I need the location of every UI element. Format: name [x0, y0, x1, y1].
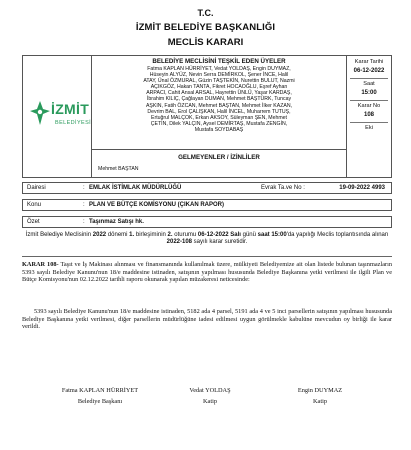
- meta-divider: [350, 78, 388, 79]
- section-divider: [22, 256, 392, 257]
- colon: :: [83, 185, 85, 191]
- leaf-star-icon: [29, 100, 51, 126]
- department-label: Dairesi: [27, 185, 46, 191]
- session-intro: [22, 232, 392, 246]
- members-line: ÇETİN, Dilek YALÇIN, Aysel DEMİRTAŞ, Mustafa ZENGİN,: [150, 120, 288, 127]
- department-row: [22, 182, 392, 194]
- logo-word: İZMİT: [51, 101, 90, 117]
- intro-date: 06-12-2022 Salı: [197, 232, 241, 238]
- header-table: [22, 55, 392, 178]
- colon: :: [83, 219, 85, 225]
- subject-value: PLAN VE BÜTÇE KOMİSYONU (ÇIKAN RAPOR): [89, 202, 225, 208]
- intro-text: İzmit Belediye Meclisinin: [25, 232, 92, 238]
- attachment-label: Eki: [365, 125, 373, 131]
- members-cell: [92, 56, 347, 177]
- members-line: Devrim BAL, Erol ÇALIŞKAN, Halil İNCEL, Muharrem TUTUŞ,: [147, 108, 291, 115]
- members-title: BELEDİYE MECLİSİNİ TEŞKİL EDEN ÜYELER: [152, 58, 286, 65]
- decision-date: 06-12-2022: [353, 68, 385, 74]
- signature-block: [260, 385, 380, 407]
- decision-text: Taşıt ve İş Makinası alınması ve finansmanında kullanılmak üzere, mülkiyeti Belediyemize ait olan listede bulunan taşınmazların 5393 sayılı Belediye Kanunu'nun 18/e maddesine istinaden, satışının yapılması hususunda Belediye Başkanına yetki verilmesi ile ilgili Plan ve Bütçe Komisyonu'nun 02.12.2022 tarihli raporu okunarak yapılan müzakeresi neticesinde:: [22, 261, 392, 284]
- signature-block: [40, 385, 160, 407]
- members-divider: [92, 149, 346, 150]
- institution-name: İZMİT BELEDİYE BAŞKANLIĞI: [135, 22, 276, 33]
- decision-paragraph: [22, 261, 392, 284]
- decision-meta: [347, 56, 391, 177]
- intro-sitting: 2.: [167, 232, 173, 238]
- members-line: Ertuğrul MALÇOK, Erkan AKSOY, Süleyman ŞEN, Mehmet: [151, 114, 287, 121]
- members-line: Fatma KAPLAN HÜRRİYET, Vedat YOLDAŞ, Engin DUYMAZ,: [147, 66, 291, 72]
- subject-label: Konu: [27, 202, 42, 208]
- resolution-paragraph: 5393 sayılı Belediye Kanunu'nun 18/e maddesine istinaden, 5182 ada 4 parsel, 5191 ada 4 ve 5 inci parsellerin satışının yapılması hususunda Belediye Başkanına yetki verilmesi, diğer parsellerin müdürlüğüne iadesi edilmesi uygun görülmekle kabulüne mevcudun oy birliği ile karar verildi.: [22, 308, 392, 331]
- signatory-name: Fatma KAPLAN HÜRRİYET: [61, 387, 139, 394]
- document-ref-value: 19-09-2022 4993: [339, 185, 385, 191]
- colon: :: [83, 202, 85, 208]
- document-ref-label: Evrak Ta.ve No :: [261, 185, 305, 191]
- decision-date-label: Karar Tarihi: [354, 59, 384, 65]
- decision-no-label: Karar No: [357, 103, 381, 109]
- summary-label: Özet: [27, 219, 40, 225]
- subject-row: [22, 199, 392, 211]
- absent-title: GELMEYENLER / İZİNLİLER: [178, 154, 260, 161]
- intro-decision-no: 2022-108: [166, 239, 192, 246]
- signatory-role: Belediye Başkanı: [77, 398, 123, 405]
- signature-block: [150, 385, 270, 407]
- members-line: AÇIKGÖZ, Hakan TANTA, Fikret HOCAOĞLU, Eşref Ayhan: [150, 84, 288, 91]
- intro-text: birleşiminin: [135, 232, 166, 238]
- decision-time: 15:00: [361, 90, 377, 96]
- meta-divider: [350, 122, 388, 123]
- members-line: Mustafa SOYDABAŞ: [194, 126, 244, 133]
- document-title: MECLİS KARARI: [167, 37, 244, 48]
- members-line: İbrahim KILIÇ, Çağlayan DUMAN, Mehmet BAŞTÜRK, Tuncay: [146, 96, 292, 103]
- intro-time: saat 15:00: [257, 232, 287, 238]
- logo-subtitle: BELEDİYESİ: [55, 120, 92, 126]
- logo-cell: [23, 56, 92, 177]
- members-list: [98, 66, 340, 133]
- signatory-role: Katip: [203, 398, 217, 405]
- decision-no: 108: [363, 112, 374, 118]
- signatory-name: Engin DUYMAZ: [297, 387, 343, 394]
- meta-divider: [350, 100, 388, 101]
- intro-text: 'da yapılığı Meclis toplantısında alınan: [286, 232, 389, 238]
- summary-row: [22, 216, 392, 228]
- summary-value: Taşınmaz Satışı hk.: [89, 219, 144, 225]
- decision-lead: KARAR 108-: [22, 261, 59, 268]
- intro-year: 2022: [92, 232, 107, 238]
- intro-text: sayılı karar suretidir.: [193, 239, 248, 246]
- intro-text: oturumu: [174, 232, 197, 238]
- municipality-logo: [29, 98, 92, 132]
- members-line: ATAY, Ünal ÖZMURAL, Güzin TAŞTEKİN, Nurettin BULUT, Nazmi: [143, 78, 295, 85]
- intro-session: 1.: [129, 232, 135, 238]
- header-tc: T.C.: [197, 8, 214, 18]
- absent-list: Mehmet BAŞTAN: [98, 166, 139, 172]
- signatory-name: Vedat YOLDAŞ: [189, 387, 231, 394]
- signatory-role: Katip: [313, 398, 327, 405]
- members-line: Hüseyin ALYÜZ, Nevin Serra DEMİRKOL, Şener İNCE, Halil: [149, 72, 289, 79]
- members-line: ARPACI, Cahit Ansal ARSAL, Hayrettin ÜNLÜ, Yaşar KARDAŞ,: [146, 90, 292, 97]
- time-label: Saat: [363, 81, 375, 87]
- intro-text: dönemi: [107, 232, 128, 238]
- intro-text: günü: [242, 232, 256, 238]
- members-line: AŞKIN, Fatih ÖZCAN, Mehmet BAŞTAN, Mehmet İlker KAZAN,: [145, 102, 293, 109]
- department-value: EMLAK İSTİMLAK MÜDÜRLÜĞÜ: [89, 185, 182, 191]
